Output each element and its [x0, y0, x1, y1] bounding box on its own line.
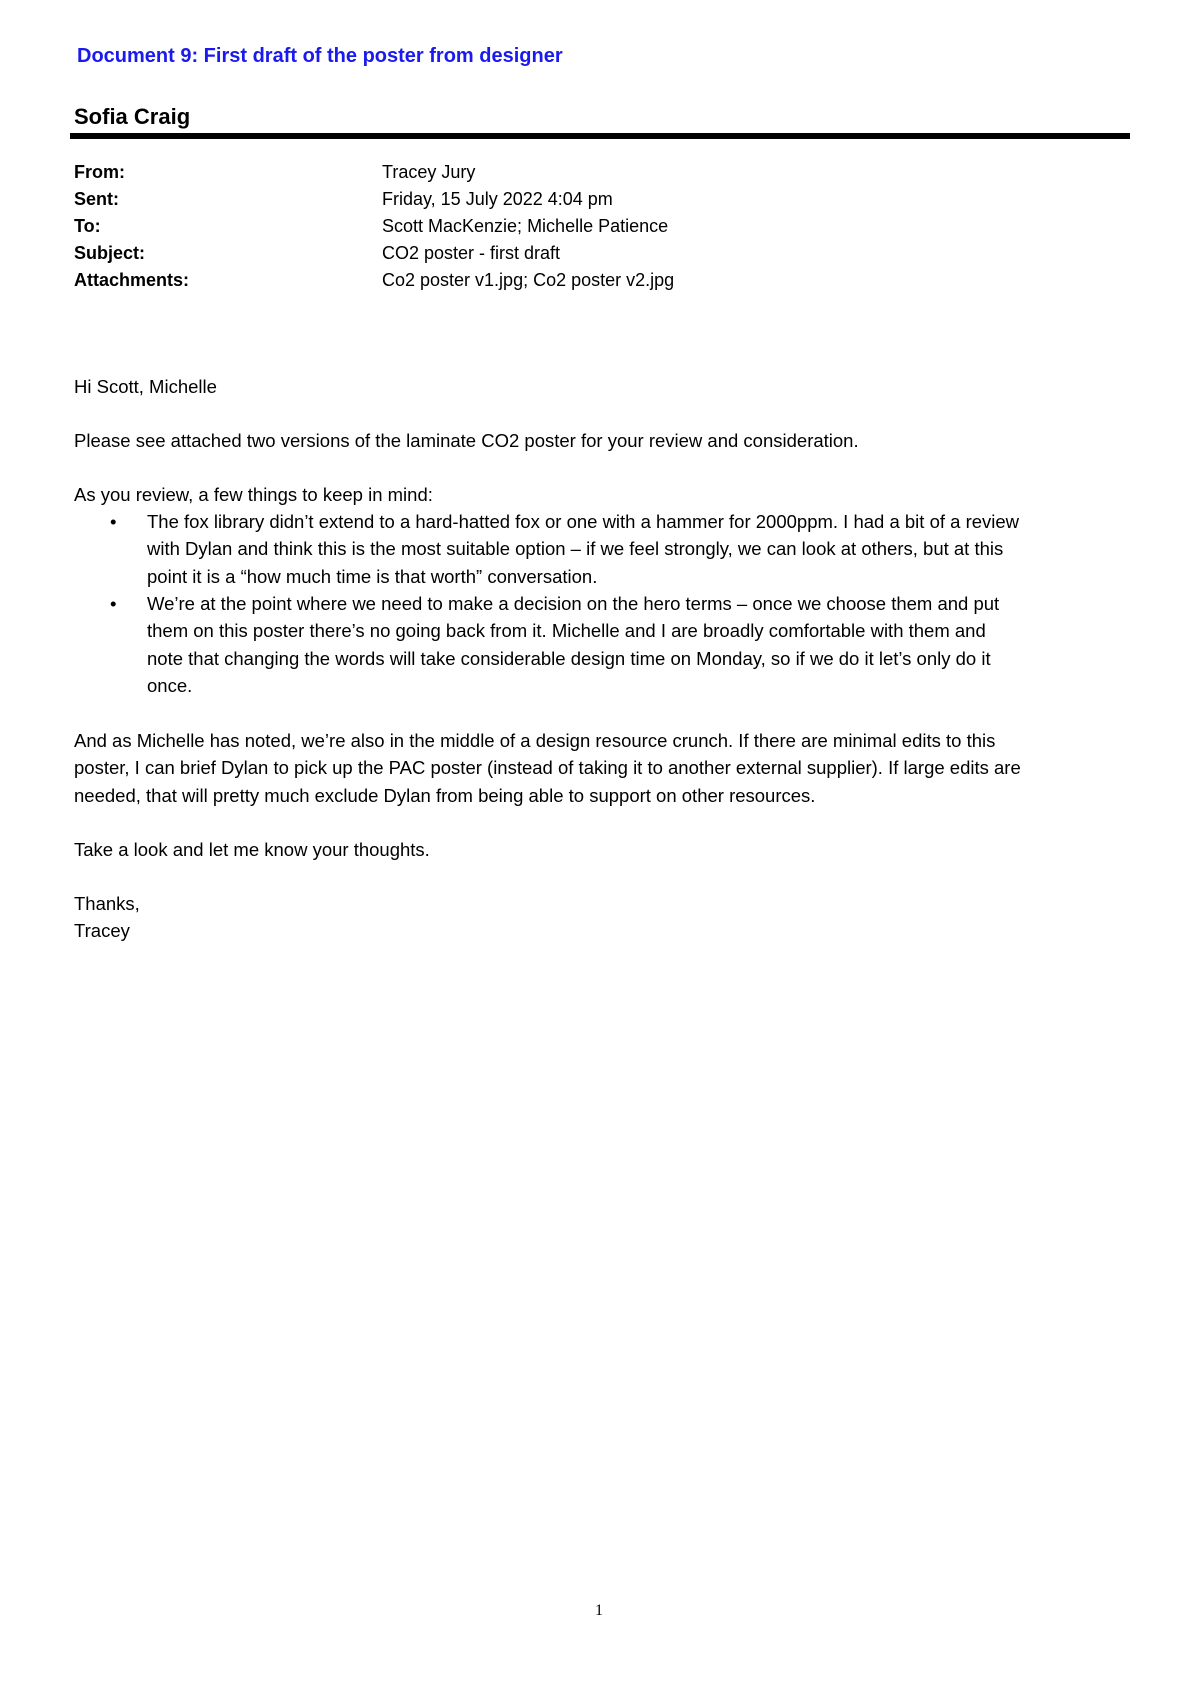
- bullet-line: note that changing the words will take considerable design time on Monday, so if we do it let’s only do it: [147, 647, 991, 669]
- paragraph-line: needed, that will pretty much exclude Dylan from being able to support on other resources.: [74, 784, 816, 806]
- header-value: Friday, 15 July 2022 4:04 pm: [382, 189, 613, 209]
- bullet-line: once.: [147, 674, 193, 696]
- paragraph-4: Take a look and let me know your thoughts.: [74, 839, 430, 860]
- header-label: From:: [74, 162, 125, 182]
- header-value: Scott MacKenzie; Michelle Patience: [382, 216, 669, 236]
- bullet-line: The fox library didn’t extend to a hard-hatted fox or one with a hammer for 2000ppm. I had a bit of a review: [147, 511, 1020, 532]
- greeting: Hi Scott, Michelle: [74, 376, 217, 397]
- paragraph-line: poster, I can brief Dylan to pick up the PAC poster (instead of taking it to another external supplier). If large edits are: [74, 757, 1021, 779]
- page-number: 1: [595, 1602, 603, 1619]
- document-title: Document 9: First draft of the poster from designer: [77, 45, 563, 67]
- header-divider: [70, 133, 1130, 139]
- bullet-line: We’re at the point where we need to make a decision on the hero terms – once we choose them and put: [147, 593, 1000, 614]
- paragraph-2: As you review, a few things to keep in mind:: [74, 484, 433, 505]
- signoff: Thanks,: [74, 893, 140, 914]
- signature: Tracey: [74, 920, 130, 941]
- paragraph-1: Please see attached two versions of the laminate CO2 poster for your review and consideration.: [74, 430, 859, 451]
- bullet-line: with Dylan and think this is the most suitable option – if we feel strongly, we can look at others, but at this: [147, 538, 1004, 560]
- paragraph-3: [74, 727, 1021, 809]
- header-value: Tracey Jury: [382, 162, 476, 182]
- paragraph-line: And as Michelle has noted, we’re also in the middle of a design resource crunch. If there are minimal edits to this: [74, 730, 996, 751]
- bullet-icon: •: [110, 511, 117, 532]
- header-label: To:: [74, 216, 101, 236]
- bullet-line: them on this poster there’s no going back from it. Michelle and I are broadly comfortable with them and: [147, 620, 986, 642]
- bullet-line: point it is a “how much time is that worth” conversation.: [147, 565, 598, 587]
- header-value: CO2 poster - first draft: [382, 243, 561, 263]
- bullet-icon: •: [110, 593, 117, 614]
- header-label: Attachments:: [74, 270, 190, 290]
- header-label: Sent:: [74, 189, 119, 209]
- header-label: Subject:: [74, 243, 146, 263]
- attachments-value[interactable]: Co2 poster v1.jpg; Co2 poster v2.jpg: [382, 270, 675, 290]
- mailbox-owner-name: Sofia Craig: [74, 104, 191, 129]
